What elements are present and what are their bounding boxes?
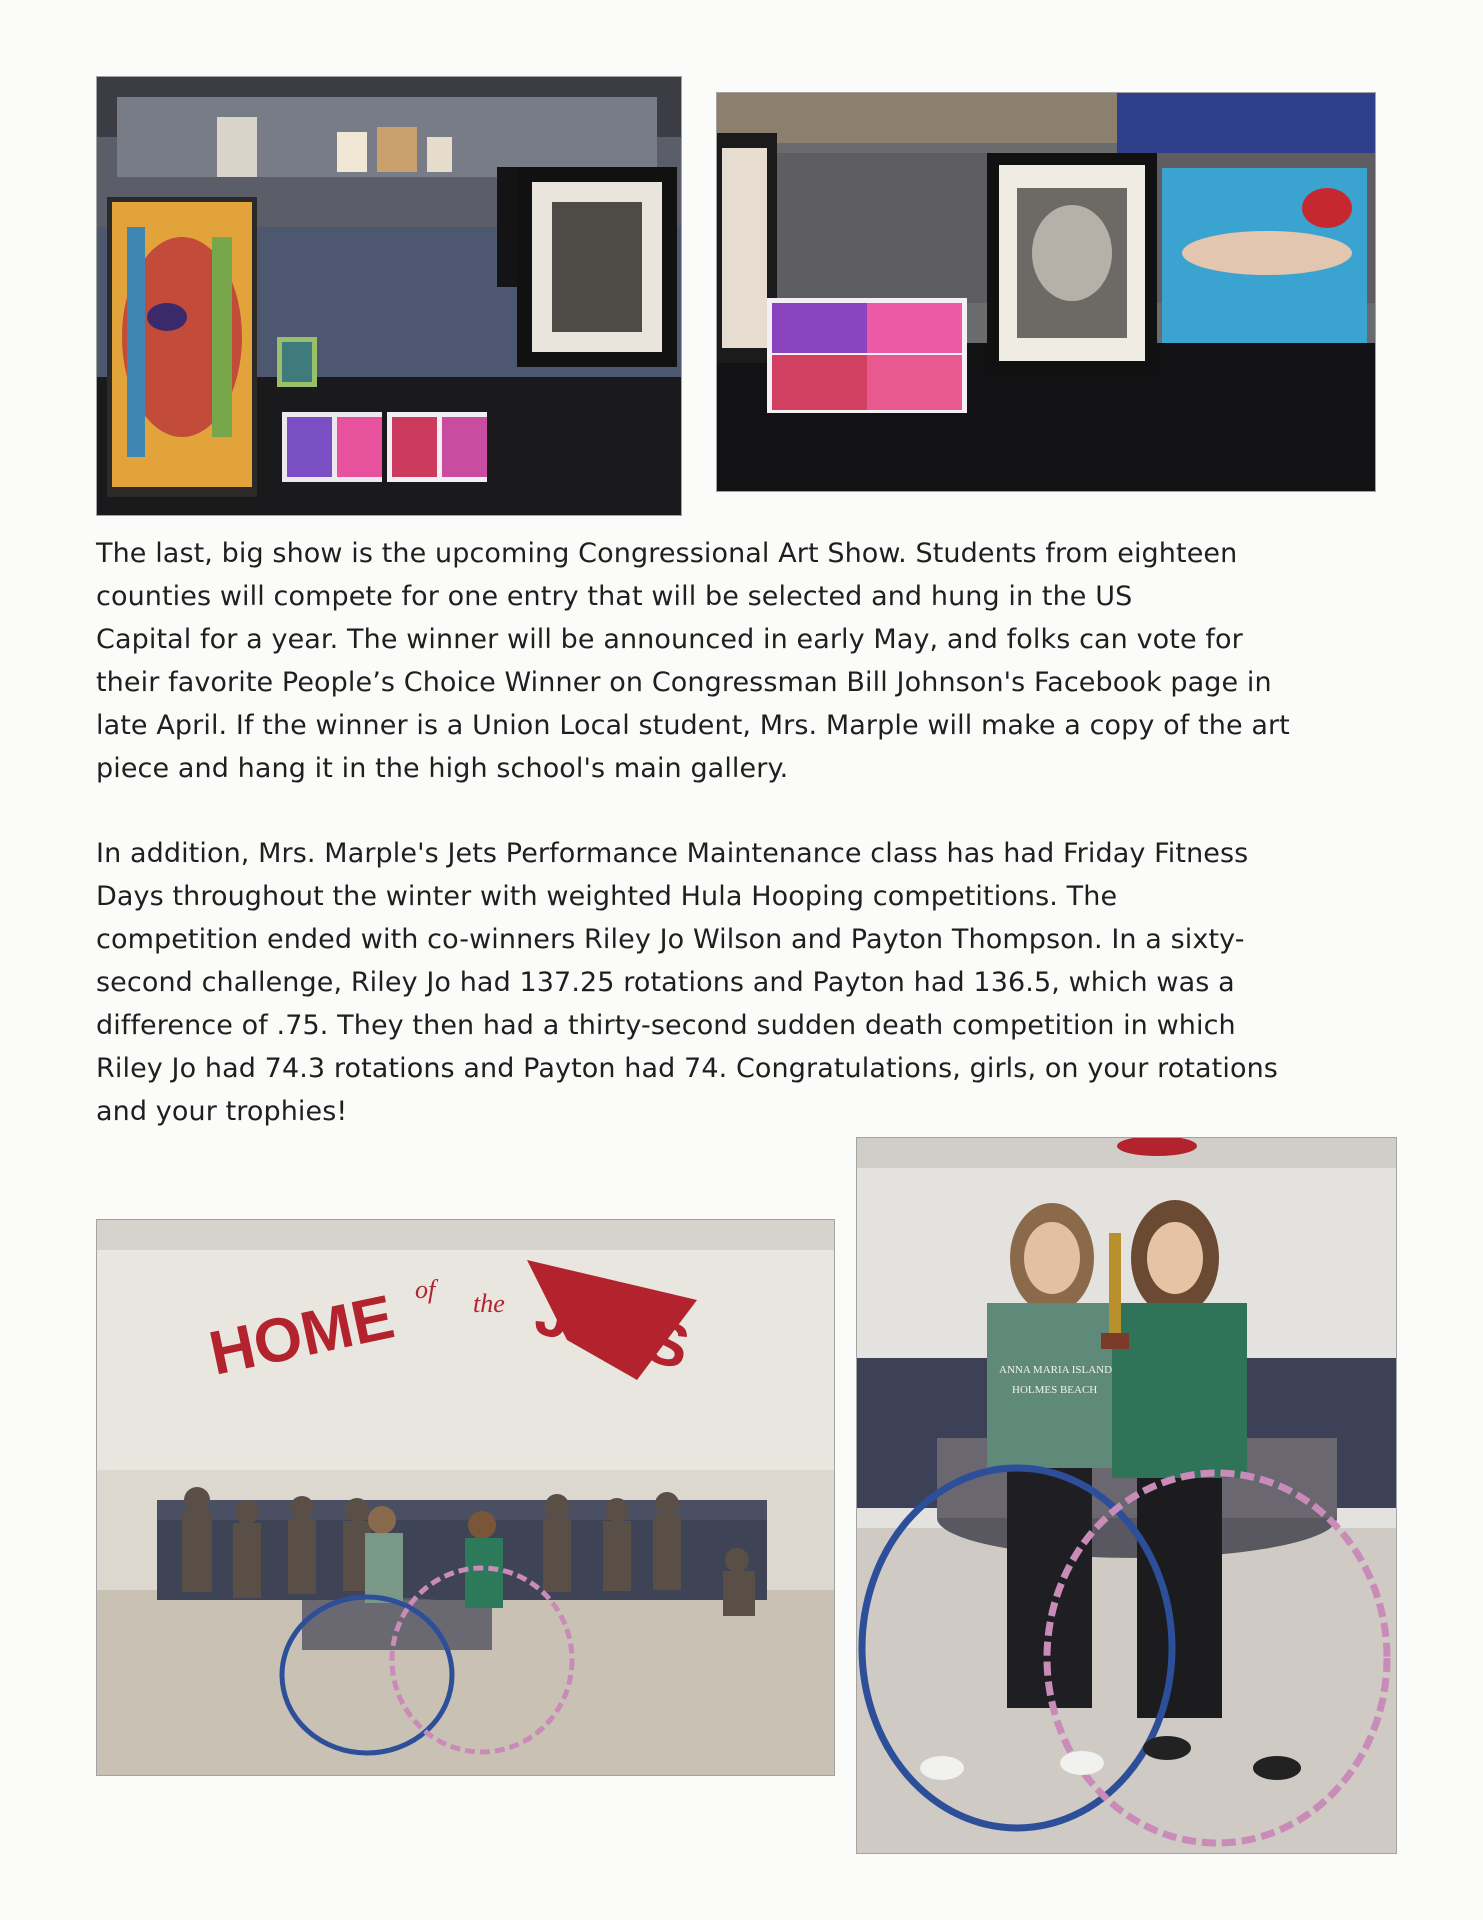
paragraph-line: competition ended with co-winners Riley Jo Wilson and Payton Thompson. In a sixty- bbox=[96, 924, 1245, 955]
shirt-text-line-1: ANNA MARIA ISLAND bbox=[999, 1364, 1113, 1376]
paragraph-line: The last, big show is the upcoming Congressional Art Show. Students from eighteen bbox=[96, 538, 1238, 569]
paragraph-line: second challenge, Riley Jo had 137.25 rotations and Payton had 136.5, which was a bbox=[96, 967, 1235, 998]
paragraph-line: In addition, Mrs. Marple's Jets Performance Maintenance class has had Friday Fitness bbox=[96, 838, 1249, 869]
paragraph-line: their favorite People’s Choice Winner on Congressman Bill Johnson's Facebook page in bbox=[96, 667, 1272, 698]
paragraph-line: Riley Jo had 74.3 rotations and Payton had 74. Congratulations, girls, on your rotations bbox=[96, 1053, 1278, 1084]
paragraph-line: and your trophies! bbox=[96, 1096, 348, 1127]
paragraph-line: late April. If the winner is a Union Local student, Mrs. Marple will make a copy of the art bbox=[96, 710, 1290, 741]
hula-hoop-competition-paragraph bbox=[96, 832, 1416, 1133]
art-show-gallery-photo bbox=[97, 77, 681, 515]
paragraph-line: counties will compete for one entry that will be selected and hung in the US bbox=[96, 581, 1133, 612]
paragraph-line: piece and hang it in the high school's main gallery. bbox=[96, 753, 789, 784]
art-pieces-table-photo bbox=[717, 93, 1375, 491]
jets-class-group-photo bbox=[97, 1220, 834, 1775]
shirt-text-line-2: HOLMES BEACH bbox=[1012, 1384, 1098, 1396]
mural-jets-text: JETS bbox=[528, 1278, 696, 1384]
paragraph-line: difference of .75. They then had a thirty-second sudden death competition in which bbox=[96, 1010, 1236, 1041]
mural-home-text: HOME bbox=[203, 1282, 400, 1389]
paragraph-line: Days throughout the winter with weighted Hula Hooping competitions. The bbox=[96, 881, 1118, 912]
mural-of-text: of bbox=[415, 1275, 436, 1304]
hula-hoop-winners-photo bbox=[857, 1138, 1396, 1853]
mural-the-text: the bbox=[473, 1289, 505, 1318]
congressional-art-show-paragraph bbox=[96, 532, 1416, 790]
paragraph-line: Capital for a year. The winner will be announced in early May, and folks can vote for bbox=[96, 624, 1243, 655]
